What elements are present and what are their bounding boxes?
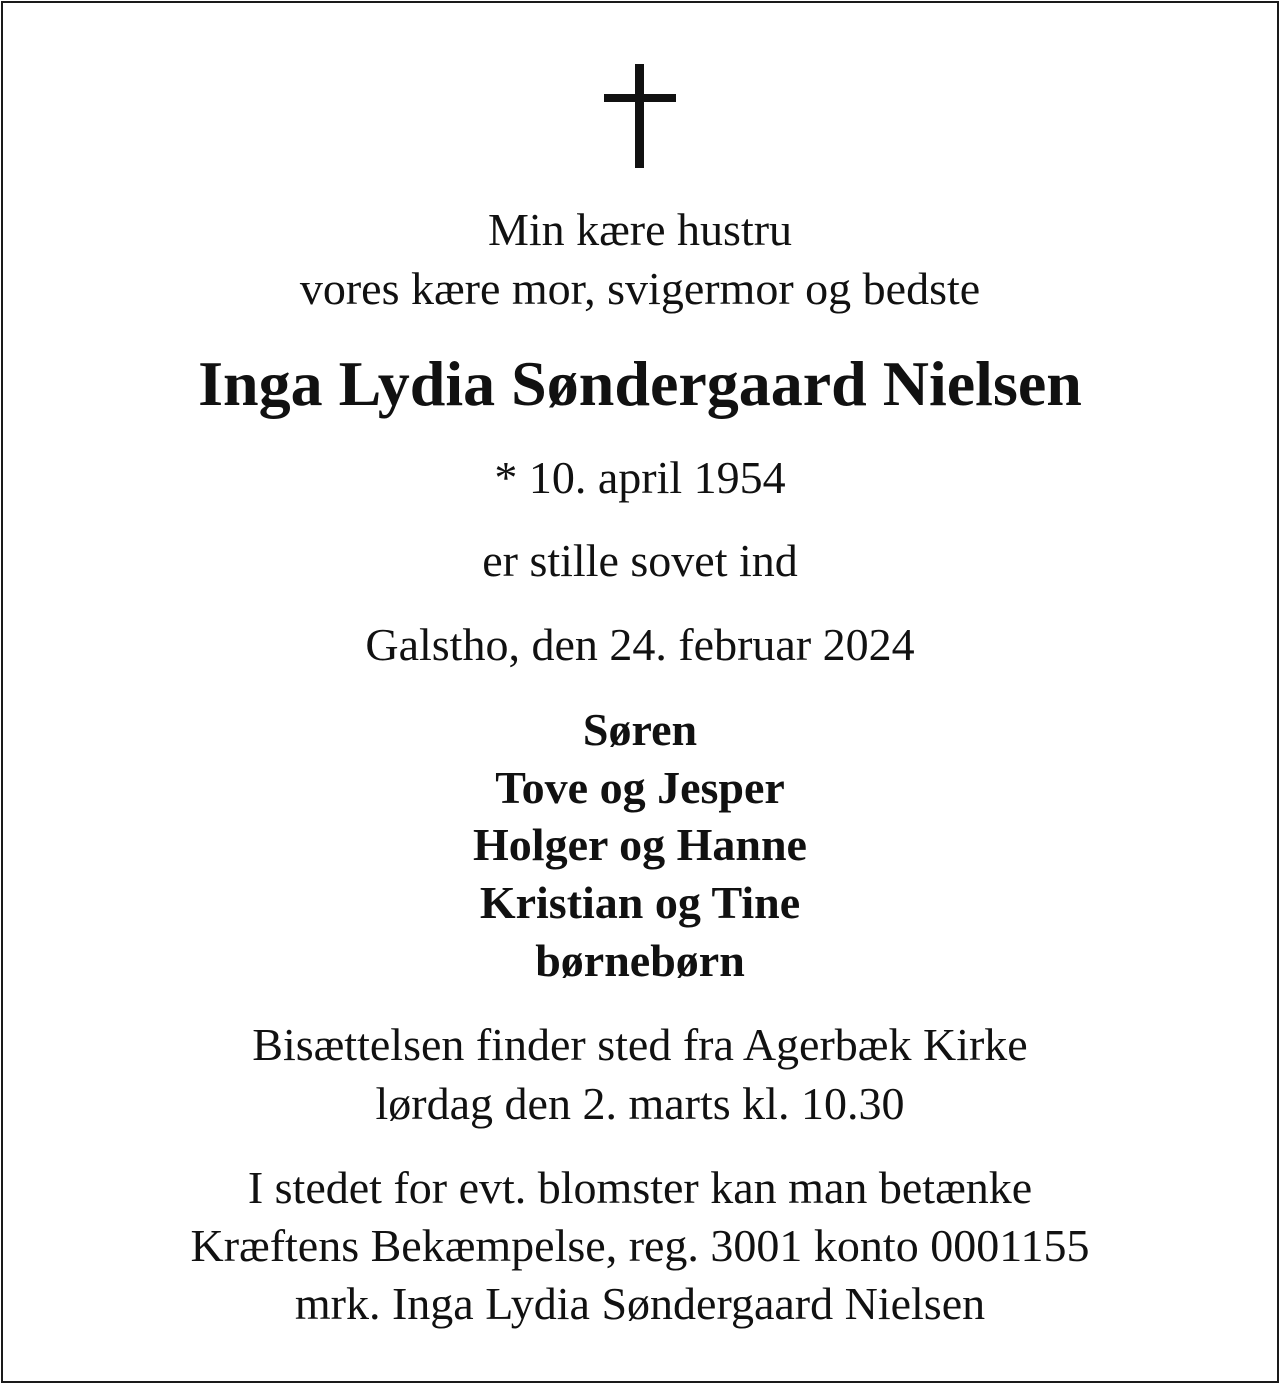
donation-line-1: I stedet for evt. blomster kan man betænke	[247, 1162, 1033, 1213]
birth-date: * 10. april 1954	[494, 452, 786, 503]
cross-icon	[604, 64, 676, 168]
funeral-line-2: lørdag den 2. marts kl. 10.30	[375, 1078, 905, 1129]
place-date: Galstho, den 24. februar 2024	[365, 619, 915, 670]
intro-line-1: Min kære hustru	[487, 204, 793, 255]
funeral-line-1: Bisættelsen finder sted fra Agerbæk Kirke	[252, 1019, 1028, 1070]
donation-line-3: mrk. Inga Lydia Søndergaard Nielsen	[294, 1278, 986, 1329]
donation-line-2: Kræftens Bekæmpelse, reg. 3001 konto 0001155	[190, 1220, 1090, 1271]
family-member: Tove og Jesper	[495, 762, 785, 813]
deceased-name: Inga Lydia Søndergaard Nielsen	[198, 348, 1082, 419]
family-member: Kristian og Tine	[479, 877, 801, 928]
intro-line-2: vores kære mor, svigermor og bedste	[299, 263, 981, 314]
family-member: Søren	[582, 704, 698, 755]
family-member: Holger og Hanne	[473, 819, 807, 870]
passing-text: er stille sovet ind	[482, 535, 798, 586]
family-member: børnebørn	[535, 935, 745, 986]
